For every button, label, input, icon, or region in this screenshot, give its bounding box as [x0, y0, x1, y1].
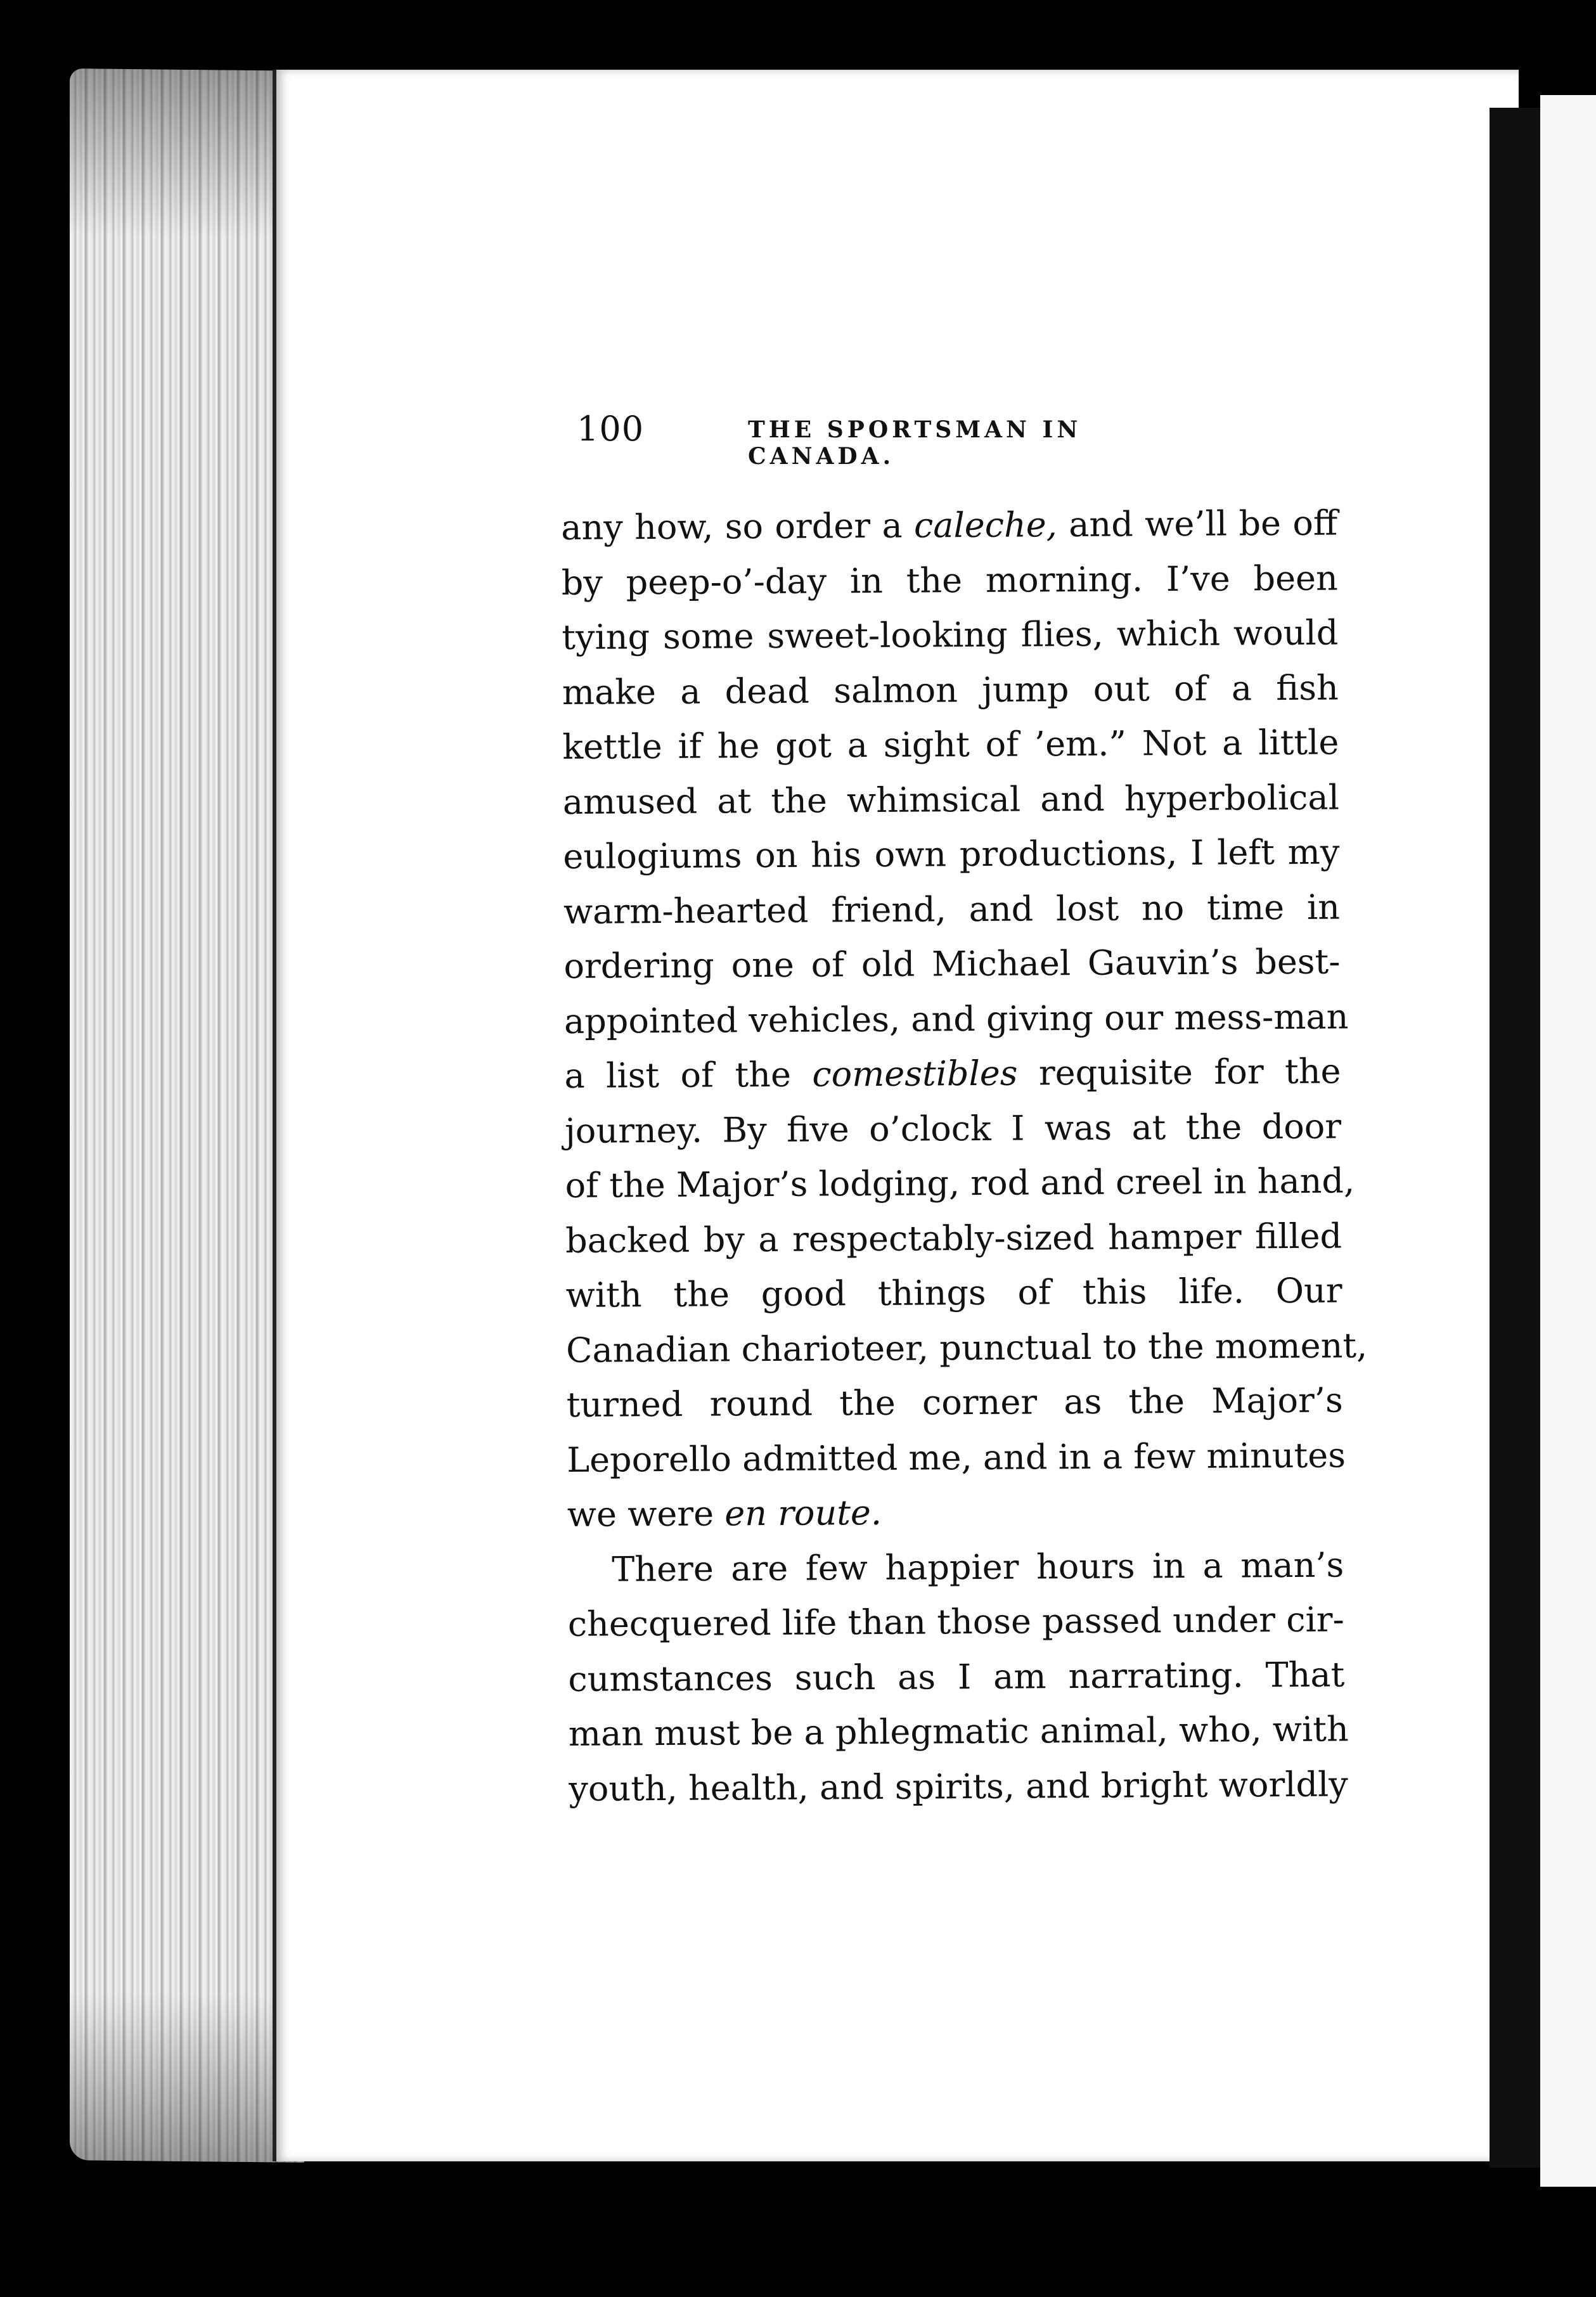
text-line: of the Major’s lodging, rod and creel in hand, [565, 1161, 1355, 1206]
text-line: backed by a respectably-sized hamper filled [565, 1215, 1342, 1261]
paragraph-start-line: There are few happier hours in a man’s [612, 1544, 1344, 1590]
text-line: youth, health, and spirits, and bright worldly [569, 1763, 1349, 1809]
text-line: tying some sweet-looking flies, which would [562, 612, 1339, 657]
page-edges [70, 68, 304, 2163]
facing-page-edge [1540, 95, 1596, 2187]
text-line: Leporello admitted me, and in a few minutes [567, 1434, 1346, 1480]
text-line: with the good things of this life. Our [565, 1270, 1342, 1315]
text-line: eulogiums on his own productions, I left my [563, 832, 1340, 877]
text-line: by peep-o’-day in the morning. I’ve been [561, 558, 1338, 603]
running-title: THE SPORTSMAN IN CANADA. [748, 416, 1082, 470]
text-line: a list of the comestibles requisite for the [564, 1051, 1341, 1096]
book-binding [1490, 108, 1540, 2168]
text-line: journey. By five o’clock I was at the door [564, 1105, 1342, 1151]
text-line: warm-hearted friend, and lost no time in [563, 887, 1341, 932]
text-line: turned round the corner as the Major’s [566, 1380, 1343, 1425]
text-line: ordering one of old Michael Gauvin’s best- [563, 941, 1341, 986]
text-line: appointed vehicles, and giving our mess-man [563, 996, 1349, 1041]
body-text [561, 496, 1368, 1817]
text-line: make a dead salmon jump out of a fish [562, 667, 1339, 712]
running-head [577, 409, 1211, 470]
text-line: amused at the whimsical and hyperbolical [562, 777, 1340, 822]
text-line: Canadian charioteer, punctual to the moment, [565, 1325, 1368, 1370]
text-line: any how, so order a caleche, and we’ll be off [561, 503, 1338, 548]
text-line: cumstances such as I am narrating. That [568, 1654, 1345, 1699]
text-line: checquered life than those passed under cir- [567, 1599, 1344, 1644]
page-number: 100 [577, 409, 645, 449]
text-line: kettle if he got a sight of ’em.” Not a little [562, 722, 1339, 767]
text-line: man must be a phlegmatic animal, who, with [568, 1709, 1349, 1754]
text-line: we were en route. [567, 1492, 882, 1535]
